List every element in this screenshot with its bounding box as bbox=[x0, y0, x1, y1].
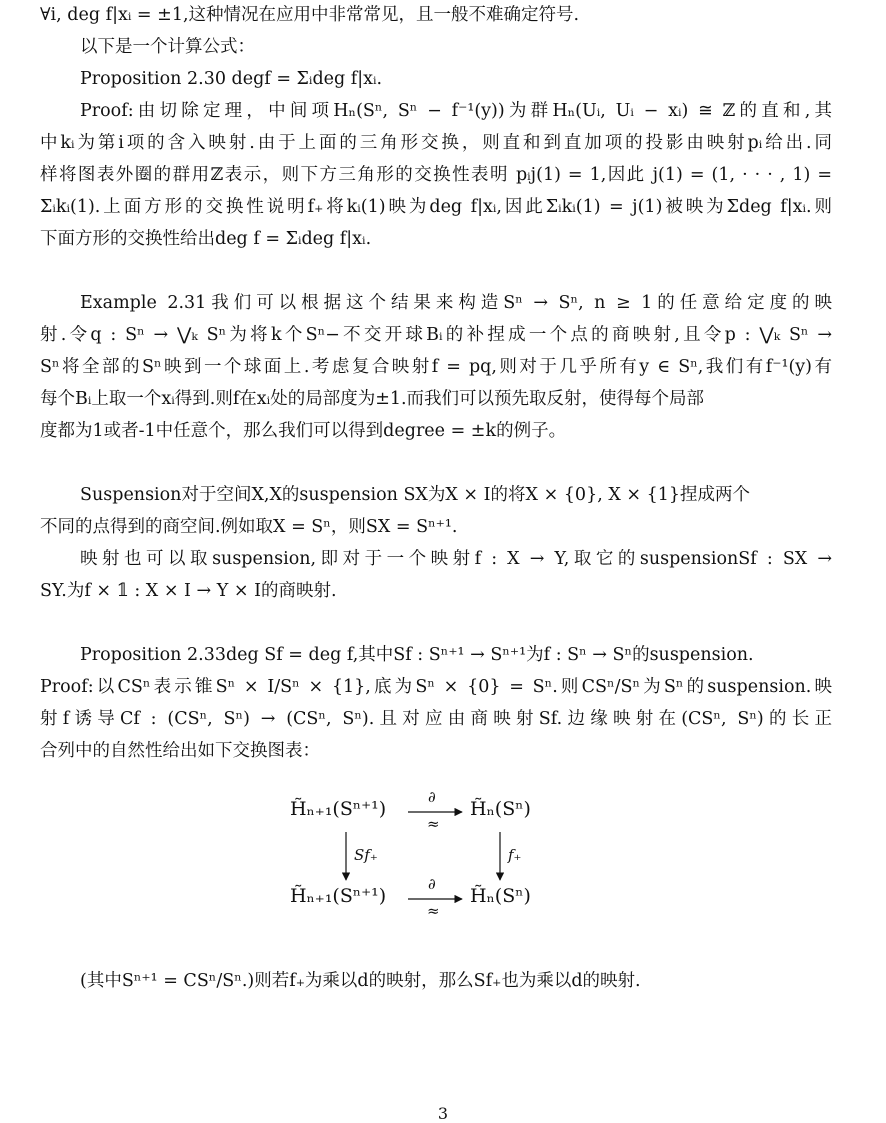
text-line: Σᵢkᵢ(1).上面方形的交换性说明f₊将kᵢ(1)映为deg f|xᵢ,因此Σᵢkᵢ(1) = j(1)被映为Σdeg f|xᵢ.则 bbox=[40, 197, 832, 217]
text-line: Sⁿ将全部的Sⁿ映到一个球面上.考虑复合映射f = pq,则对于几乎所有y ∈ Sⁿ,我们有f⁻¹(y)有 bbox=[40, 357, 832, 377]
bottom-arrow-label-above: ∂ bbox=[428, 875, 436, 893]
diagram-bottom-left: H̃ₙ₊₁(Sⁿ⁺¹) bbox=[290, 885, 387, 907]
diagram-top-left: H̃ₙ₊₁(Sⁿ⁺¹) bbox=[290, 798, 387, 820]
page-number: 3 bbox=[437, 1104, 449, 1123]
bottom-arrow-label-below: ≈ bbox=[427, 902, 440, 920]
diagram-arrows bbox=[280, 782, 610, 932]
top-arrow-label-above: ∂ bbox=[428, 788, 436, 806]
diagram-bottom-right: H̃ₙ(Sⁿ) bbox=[470, 885, 531, 907]
text-line: 度都为1或者-1中任意个，那么我们可以得到degree = ±k的例子。 bbox=[40, 421, 567, 441]
text-line: 样将图表外圈的群用ℤ表示，则下方三角形的交换性表明 pᵢj(1) = 1,因此 j(1) = (1, · · · , 1) = bbox=[40, 165, 832, 185]
commutative-diagram bbox=[280, 782, 610, 932]
left-arrow-label: Sf₊ bbox=[354, 846, 378, 864]
top-arrow-label-below: ≈ bbox=[427, 815, 440, 833]
diagram-top-right: H̃ₙ(Sⁿ) bbox=[470, 798, 531, 820]
text-line: 中kᵢ为第i项的含入映射.由于上面的三角形交换，则直和到直加项的投影由映射pᵢ给出.同 bbox=[40, 133, 832, 153]
text-line: 合列中的自然性给出如下交换图表： bbox=[40, 741, 320, 761]
text-line: ∀i, deg f|xᵢ = ±1,这种情况在应用中非常常见，且一般不难确定符号. bbox=[40, 5, 580, 25]
text-line: 以下是一个计算公式： bbox=[80, 37, 255, 57]
proposition-2-33: Proposition 2.33deg Sf = deg f,其中Sf : Sⁿ⁺¹ → Sⁿ⁺¹为f : Sⁿ → Sⁿ的suspension. bbox=[80, 645, 754, 665]
text-line: 不同的点得到的商空间.例如取X = Sⁿ，则SX = Sⁿ⁺¹. bbox=[40, 517, 458, 537]
proof-line: Proof:由切除定理，中间项Hₙ(Sⁿ, Sⁿ − f⁻¹(y))为群Hₙ(Uᵢ, Uᵢ − xᵢ) ≅ ℤ的直和,其 bbox=[80, 101, 832, 121]
example-2-31: Example 2.31我们可以根据这个结果来构造Sⁿ → Sⁿ, n ≥ 1的任意给定度的映 bbox=[80, 293, 832, 313]
suspension-definition: Suspension对于空间X,X的suspension SX为X × I的将X × {0}, X × {1}捏成两个 bbox=[80, 485, 750, 505]
proof-line: Proof:以CSⁿ表示锥Sⁿ × I/Sⁿ × {1},底为Sⁿ × {0} = Sⁿ.则CSⁿ/Sⁿ为Sⁿ的suspension.映 bbox=[40, 677, 832, 697]
text-line: SY.为f × 𝟙 : X × I → Y × I的商映射. bbox=[40, 581, 337, 601]
right-arrow-label: f₊ bbox=[508, 846, 522, 864]
text-line: 映射也可以取suspension,即对于一个映射f : X → Y,取它的suspensionSf : SX → bbox=[80, 549, 832, 569]
proposition-2-30: Proposition 2.30 degf = Σᵢdeg f|xᵢ. bbox=[80, 69, 383, 89]
text-line: 下面方形的交换性给出deg f = Σᵢdeg f|xᵢ. bbox=[40, 229, 372, 249]
text-line: (其中Sⁿ⁺¹ = CSⁿ/Sⁿ.)则若f₊为乘以d的映射，那么Sf₊也为乘以d的映射. bbox=[80, 971, 641, 991]
text-line: 每个Bᵢ上取一个xᵢ得到.则f在xᵢ处的局部度为±1.而我们可以预先取反射，使得每个局部 bbox=[40, 389, 705, 409]
text-line: 射f诱导Cf : (CSⁿ, Sⁿ) → (CSⁿ, Sⁿ).且对应由商映射Sf.边缘映射在(CSⁿ, Sⁿ)的长正 bbox=[40, 709, 832, 729]
text-line: 射.令q : Sⁿ → ⋁ₖ Sⁿ为将k个Sⁿ−不交开球Bᵢ的补捏成一个点的商映射,且令p : ⋁ₖ Sⁿ → bbox=[40, 325, 832, 345]
